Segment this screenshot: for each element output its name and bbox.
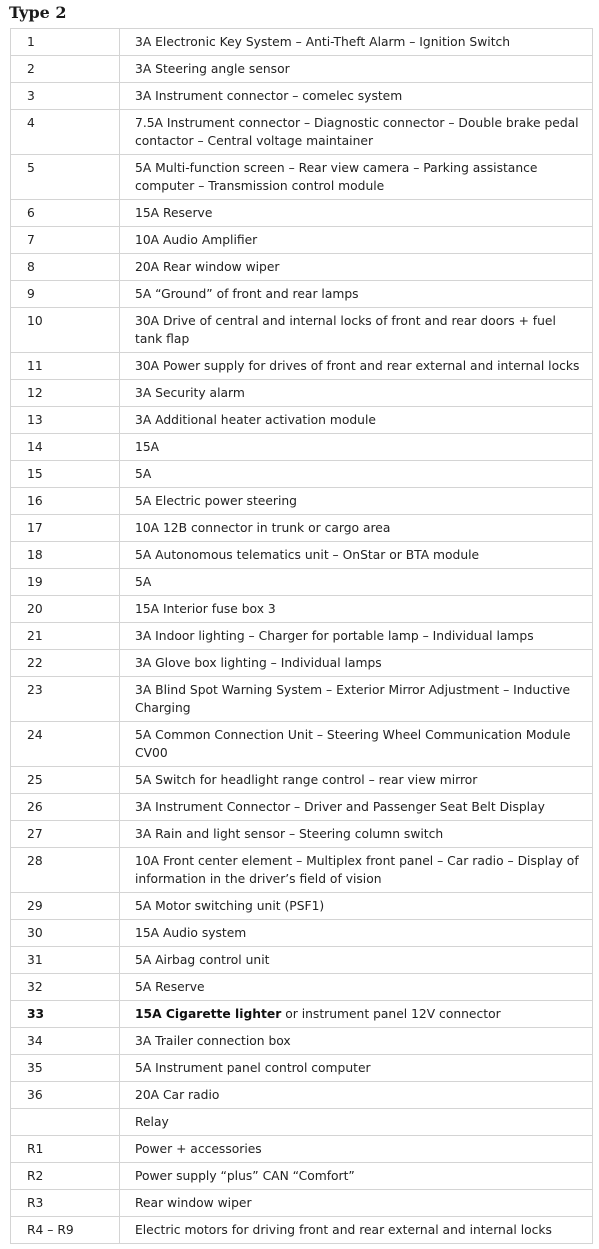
fuse-description-rest: or instrument panel 12V connector xyxy=(281,1007,501,1021)
fuse-number: 4 xyxy=(11,110,120,155)
fuse-description: 5A “Ground” of front and rear lamps xyxy=(120,281,593,308)
fuse-number xyxy=(11,1109,120,1136)
fuse-number: 3 xyxy=(11,83,120,110)
fuse-description: 10A 12B connector in trunk or cargo area xyxy=(120,515,593,542)
fuse-description: 3A Rain and light sensor – Steering column switch xyxy=(120,821,593,848)
table-row xyxy=(11,623,593,650)
fuse-number: 36 xyxy=(11,1082,120,1109)
table-row xyxy=(11,542,593,569)
page xyxy=(0,3,599,1244)
table-row xyxy=(11,650,593,677)
table-row xyxy=(11,794,593,821)
fuse-number: R1 xyxy=(11,1136,120,1163)
fuse-number: 5 xyxy=(11,155,120,200)
fuse-number: 20 xyxy=(11,596,120,623)
table-row xyxy=(11,515,593,542)
fuse-description: 10A Audio Amplifier xyxy=(120,227,593,254)
fuse-table xyxy=(10,28,593,1244)
fuse-description: 15A Audio system xyxy=(120,920,593,947)
table-row xyxy=(11,281,593,308)
fuse-number: 9 xyxy=(11,281,120,308)
table-row xyxy=(11,893,593,920)
table-row xyxy=(11,29,593,56)
table-row xyxy=(11,488,593,515)
fuse-description: 3A Indoor lighting – Charger for portable lamp – Individual lamps xyxy=(120,623,593,650)
table-row xyxy=(11,461,593,488)
fuse-description: 3A Trailer connection box xyxy=(120,1028,593,1055)
fuse-description: 5A Common Connection Unit – Steering Wheel Communication Module CV00 xyxy=(120,722,593,767)
table-row xyxy=(11,407,593,434)
fuse-number: 1 xyxy=(11,29,120,56)
fuse-number: 7 xyxy=(11,227,120,254)
fuse-description: 5A Multi-function screen – Rear view camera – Parking assistance computer – Transmission control module xyxy=(120,155,593,200)
fuse-number: 23 xyxy=(11,677,120,722)
table-row xyxy=(11,83,593,110)
table-row xyxy=(11,920,593,947)
fuse-description: 20A Rear window wiper xyxy=(120,254,593,281)
fuse-number: 8 xyxy=(11,254,120,281)
table-row xyxy=(11,1163,593,1190)
fuse-description: Relay xyxy=(120,1109,593,1136)
fuse-number: 19 xyxy=(11,569,120,596)
fuse-number: 14 xyxy=(11,434,120,461)
table-row xyxy=(11,767,593,794)
fuse-description: 5A Electric power steering xyxy=(120,488,593,515)
fuse-description: 3A Glove box lighting – Individual lamps xyxy=(120,650,593,677)
table-row xyxy=(11,1190,593,1217)
fuse-description: Electric motors for driving front and rear external and internal locks xyxy=(120,1217,593,1244)
fuse-description xyxy=(120,1001,593,1028)
table-row xyxy=(11,1109,593,1136)
table-row xyxy=(11,1136,593,1163)
table-row xyxy=(11,434,593,461)
table-row xyxy=(11,596,593,623)
fuse-description: 7.5A Instrument connector – Diagnostic connector – Double brake pedal contactor – Central voltage maintainer xyxy=(120,110,593,155)
page-title: Type 2 xyxy=(9,3,67,22)
fuse-number: 31 xyxy=(11,947,120,974)
fuse-description: 3A Electronic Key System – Anti-Theft Alarm – Ignition Switch xyxy=(120,29,593,56)
fuse-number: 24 xyxy=(11,722,120,767)
fuse-description: 3A Additional heater activation module xyxy=(120,407,593,434)
fuse-description: 10A Front center element – Multiplex front panel – Car radio – Display of information in the driver’s field of vision xyxy=(120,848,593,893)
table-row xyxy=(11,254,593,281)
fuse-description: 15A xyxy=(120,434,593,461)
fuse-number: 11 xyxy=(11,353,120,380)
table-row xyxy=(11,947,593,974)
table-row xyxy=(11,1028,593,1055)
fuse-table-body xyxy=(11,29,593,1244)
table-row xyxy=(11,1001,593,1028)
fuse-number: 33 xyxy=(11,1001,120,1028)
table-row xyxy=(11,227,593,254)
fuse-description-highlight: 15A Cigarette lighter xyxy=(135,1007,282,1021)
fuse-number: 32 xyxy=(11,974,120,1001)
table-row xyxy=(11,308,593,353)
fuse-number: 2 xyxy=(11,56,120,83)
table-row xyxy=(11,677,593,722)
fuse-number: 15 xyxy=(11,461,120,488)
table-row xyxy=(11,821,593,848)
fuse-number: R4 – R9 xyxy=(11,1217,120,1244)
fuse-number: 29 xyxy=(11,893,120,920)
fuse-number: 28 xyxy=(11,848,120,893)
fuse-description: 20A Car radio xyxy=(120,1082,593,1109)
fuse-description: 30A Drive of central and internal locks of front and rear doors + fuel tank flap xyxy=(120,308,593,353)
table-row xyxy=(11,569,593,596)
table-row xyxy=(11,722,593,767)
fuse-description: 3A Blind Spot Warning System – Exterior Mirror Adjustment – Inductive Charging xyxy=(120,677,593,722)
fuse-number: 13 xyxy=(11,407,120,434)
fuse-number: 34 xyxy=(11,1028,120,1055)
fuse-number: R2 xyxy=(11,1163,120,1190)
fuse-number: 6 xyxy=(11,200,120,227)
fuse-description: 5A Instrument panel control computer xyxy=(120,1055,593,1082)
fuse-number: 16 xyxy=(11,488,120,515)
fuse-number: 10 xyxy=(11,308,120,353)
fuse-description: 5A Switch for headlight range control – rear view mirror xyxy=(120,767,593,794)
fuse-description: 3A Steering angle sensor xyxy=(120,56,593,83)
fuse-number: 30 xyxy=(11,920,120,947)
fuse-description: Rear window wiper xyxy=(120,1190,593,1217)
fuse-number: 18 xyxy=(11,542,120,569)
fuse-number: 21 xyxy=(11,623,120,650)
table-row xyxy=(11,848,593,893)
table-row xyxy=(11,1055,593,1082)
fuse-number: 17 xyxy=(11,515,120,542)
fuse-description: 3A Security alarm xyxy=(120,380,593,407)
fuse-description: 15A Interior fuse box 3 xyxy=(120,596,593,623)
fuse-description: 5A Airbag control unit xyxy=(120,947,593,974)
fuse-description: 15A Reserve xyxy=(120,200,593,227)
fuse-description: Power supply “plus” CAN “Comfort” xyxy=(120,1163,593,1190)
fuse-number: 12 xyxy=(11,380,120,407)
table-row xyxy=(11,974,593,1001)
table-row xyxy=(11,110,593,155)
table-row xyxy=(11,155,593,200)
fuse-number: 22 xyxy=(11,650,120,677)
table-row xyxy=(11,380,593,407)
table-row xyxy=(11,56,593,83)
table-row xyxy=(11,200,593,227)
fuse-description: Power + accessories xyxy=(120,1136,593,1163)
table-row xyxy=(11,1082,593,1109)
fuse-description: 5A Motor switching unit (PSF1) xyxy=(120,893,593,920)
fuse-description: 5A xyxy=(120,569,593,596)
fuse-number: 27 xyxy=(11,821,120,848)
fuse-number: R3 xyxy=(11,1190,120,1217)
fuse-description: 3A Instrument Connector – Driver and Passenger Seat Belt Display xyxy=(120,794,593,821)
fuse-description: 5A xyxy=(120,461,593,488)
table-row xyxy=(11,353,593,380)
fuse-number: 26 xyxy=(11,794,120,821)
table-row xyxy=(11,1217,593,1244)
fuse-description: 30A Power supply for drives of front and rear external and internal locks xyxy=(120,353,593,380)
fuse-number: 25 xyxy=(11,767,120,794)
fuse-number: 35 xyxy=(11,1055,120,1082)
fuse-description: 5A Reserve xyxy=(120,974,593,1001)
fuse-description: 3A Instrument connector – comelec system xyxy=(120,83,593,110)
fuse-description: 5A Autonomous telematics unit – OnStar or BTA module xyxy=(120,542,593,569)
